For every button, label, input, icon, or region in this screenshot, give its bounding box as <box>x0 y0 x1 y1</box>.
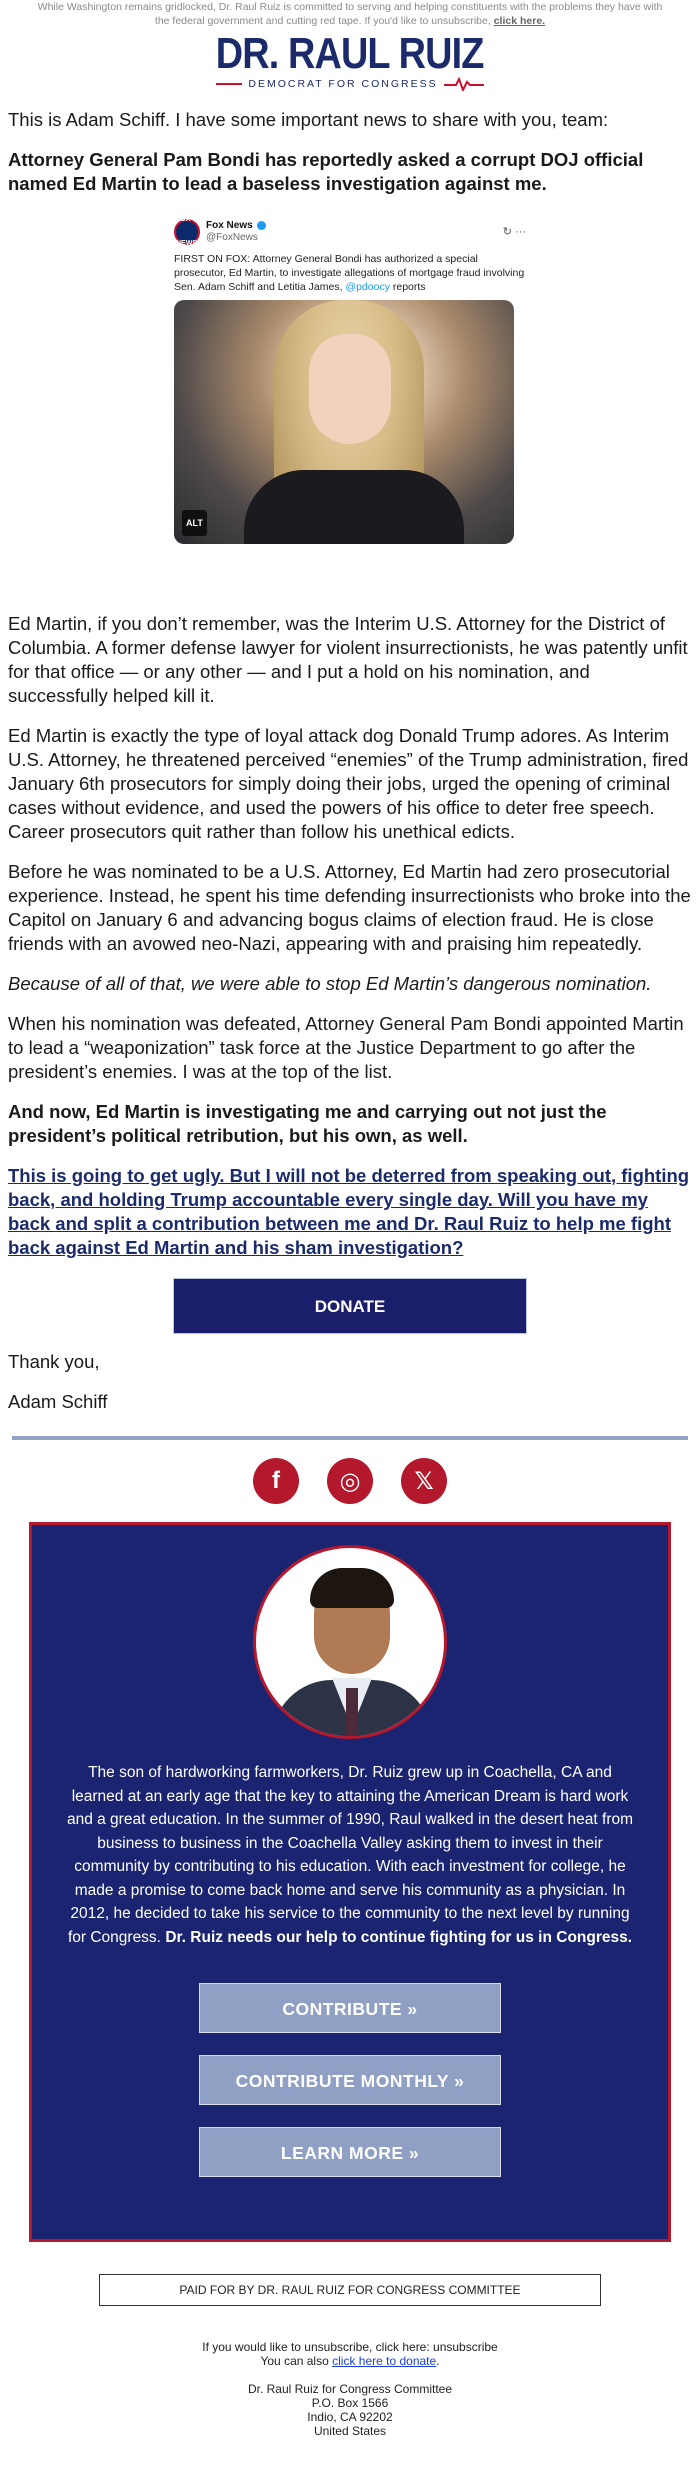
preheader-unsubscribe-link[interactable]: click here. <box>493 15 546 27</box>
photo-subject-face <box>309 334 391 444</box>
paragraph-1: Ed Martin, if you don’t remember, was the Interim U.S. Attorney for the District of Columbia. A former defense lawyer for violent insurrectionists, he was patently unfit for that office — or any other — and I put a hold on his nomination, and successfully helped kill it. <box>8 613 688 706</box>
footer-donate-link[interactable]: click here to donate <box>332 2354 437 2368</box>
signature: Adam Schiff <box>8 1391 108 1412</box>
address-line-4: United States <box>313 2424 387 2438</box>
mailing-address <box>0 2382 700 2438</box>
candidate-headshot <box>253 1545 447 1739</box>
paragraph-4: Because of all of that, we were able to stop Ed Martin’s dangerous nomination. <box>8 973 652 994</box>
headline-paragraph: Attorney General Pam Bondi has reportedly asked a corrupt DOJ official named Ed Martin to lead a baseless investigation against me. <box>8 149 644 194</box>
preheader-text: While Washington remains gridlocked, Dr. Raul Ruiz is committed to serving and helping constituents with the problems they have with the federal government and cutting red tape. If you'd like to unsubscribe, <box>37 1 663 27</box>
address-line-2: P.O. Box 1566 <box>311 2396 389 2410</box>
headshot-hair <box>310 1568 394 1608</box>
logo-subtitle: DEMOCRAT FOR CONGRESS <box>248 78 438 90</box>
address-line-3: Indio, CA 92202 <box>307 2410 393 2424</box>
message-body <box>0 108 700 1414</box>
paragraph-6: And now, Ed Martin is investigating me and carrying out not just the president’s political retribution, but his own, as well. <box>8 1101 607 1146</box>
appeal-link[interactable]: This is going to get ugly. But I will not be deterred from speaking out, fighting back, and holding Trump accountable every single day. Will you have my back and split a contribution between me and Dr. Raul Ruiz to help me fight back against Ed Martin and his sham investigation? <box>8 1165 690 1258</box>
signoff: Thank you, <box>8 1351 100 1372</box>
tweet-author <box>206 220 266 244</box>
logo-name: DR. RAUL RUIZ <box>216 29 484 78</box>
contribute-button[interactable]: CONTRIBUTE » <box>199 1983 501 2033</box>
donate-line-prefix: You can also <box>260 2354 329 2368</box>
logo-rule-left <box>216 83 242 85</box>
preheader <box>0 0 700 28</box>
tweet-text-main: FIRST ON FOX: Attorney General Bondi has authorized a special prosecutor, Ed Martin, to investigate allegations of mortgage fraud involving Sen. Adam Schiff and Letitia James, <box>174 253 525 293</box>
bio-text <box>52 1761 648 1949</box>
paragraph-3: Before he was nominated to be a U.S. Attorney, Ed Martin had zero prosecutorial experience. Instead, he spent his time defending insurrectionists who broke into the Capitol on January 6 and advancing bogus claims of election fraud. He is close friends with an avowed neo-Nazi, appearing with and praising him repeatedly. <box>8 861 691 954</box>
intro-paragraph: This is Adam Schiff. I have some important news to share with you, team: <box>8 109 609 130</box>
donate-button[interactable]: DONATE <box>173 1278 527 1334</box>
paragraph-2: Ed Martin is exactly the type of loyal attack dog Donald Trump adores. As Interim U.S. Attorney, he threatened perceived “enemies” of the Trump administration, fired January 6th prosecutors for simply doing their jobs, urged the opening of criminal cases without evidence, and used the powers of his office to deter free speech. Career prosecutors quit rather than follow his unethical edicts. <box>8 725 689 842</box>
tweet-mention-link[interactable]: @pdoocy <box>345 281 390 293</box>
bio-text-emphasis: Dr. Ruiz needs our help to continue fighting for us in Congress. <box>165 1928 633 1946</box>
donate-line <box>0 2354 700 2368</box>
verified-badge-icon <box>257 221 266 230</box>
section-divider <box>12 1436 688 1440</box>
facebook-icon[interactable]: f <box>253 1458 299 1504</box>
tweet-account-name: Fox News <box>206 220 253 231</box>
tweet-header <box>174 216 526 248</box>
headshot-tie <box>346 1688 358 1739</box>
logo-subtitle-row <box>216 77 483 91</box>
fox-news-avatar: FOX NEWS <box>174 219 200 245</box>
donate-line-suffix: . <box>436 2354 440 2368</box>
x-icon[interactable]: 𝕏 <box>401 1458 447 1504</box>
photo-subject-shirt <box>244 470 464 544</box>
paragraph-5: When his nomination was defeated, Attorney General Pam Bondi appointed Martin to lead a “weaponization” task force at the Justice Department to go after the president’s enemies. I was at the top of the list. <box>8 1013 684 1082</box>
campaign-logo <box>0 28 700 96</box>
bio-panel <box>29 1522 671 2242</box>
tweet-text-end: reports <box>392 281 426 293</box>
instagram-icon[interactable]: ◎ <box>327 1458 373 1504</box>
tweet-photo[interactable] <box>174 300 514 544</box>
alt-text-badge[interactable]: ALT <box>182 510 207 536</box>
tweet-menu-icon[interactable]: ↻ ··· <box>502 226 526 238</box>
social-links <box>0 1458 700 1506</box>
tweet-handle: @FoxNews <box>206 232 258 243</box>
unsubscribe-line[interactable]: If you would like to unsubscribe, click here: unsubscribe <box>202 2340 498 2354</box>
donate-row <box>8 1278 692 1334</box>
bio-text-main: The son of hardworking farmworkers, Dr. Ruiz grew up in Coachella, CA and learned at an early age that the key to attaining the American Dream is hard work and a great education. In the summer of 1990, Raul walked in the desert heat from business to business in the Coachella Valley asking them to invest in their community by contributing to his education. With each investment for college, he made a promise to come back home and serve his community as a physician. In 2012, he decided to take his service to the community to the next level by running for Congress. <box>66 1764 634 1946</box>
heartbeat-icon <box>444 77 484 91</box>
contribute-monthly-button[interactable]: CONTRIBUTE MONTHLY » <box>199 2055 501 2105</box>
tweet-text <box>174 252 526 294</box>
address-line-1: Dr. Raul Ruiz for Congress Committee <box>247 2382 453 2396</box>
embedded-tweet[interactable] <box>174 216 526 596</box>
footer <box>0 2340 700 2438</box>
paid-for-disclaimer: PAID FOR BY DR. RAUL RUIZ FOR CONGRESS COMMITTEE <box>99 2274 601 2306</box>
learn-more-button[interactable]: LEARN MORE » <box>199 2127 501 2177</box>
